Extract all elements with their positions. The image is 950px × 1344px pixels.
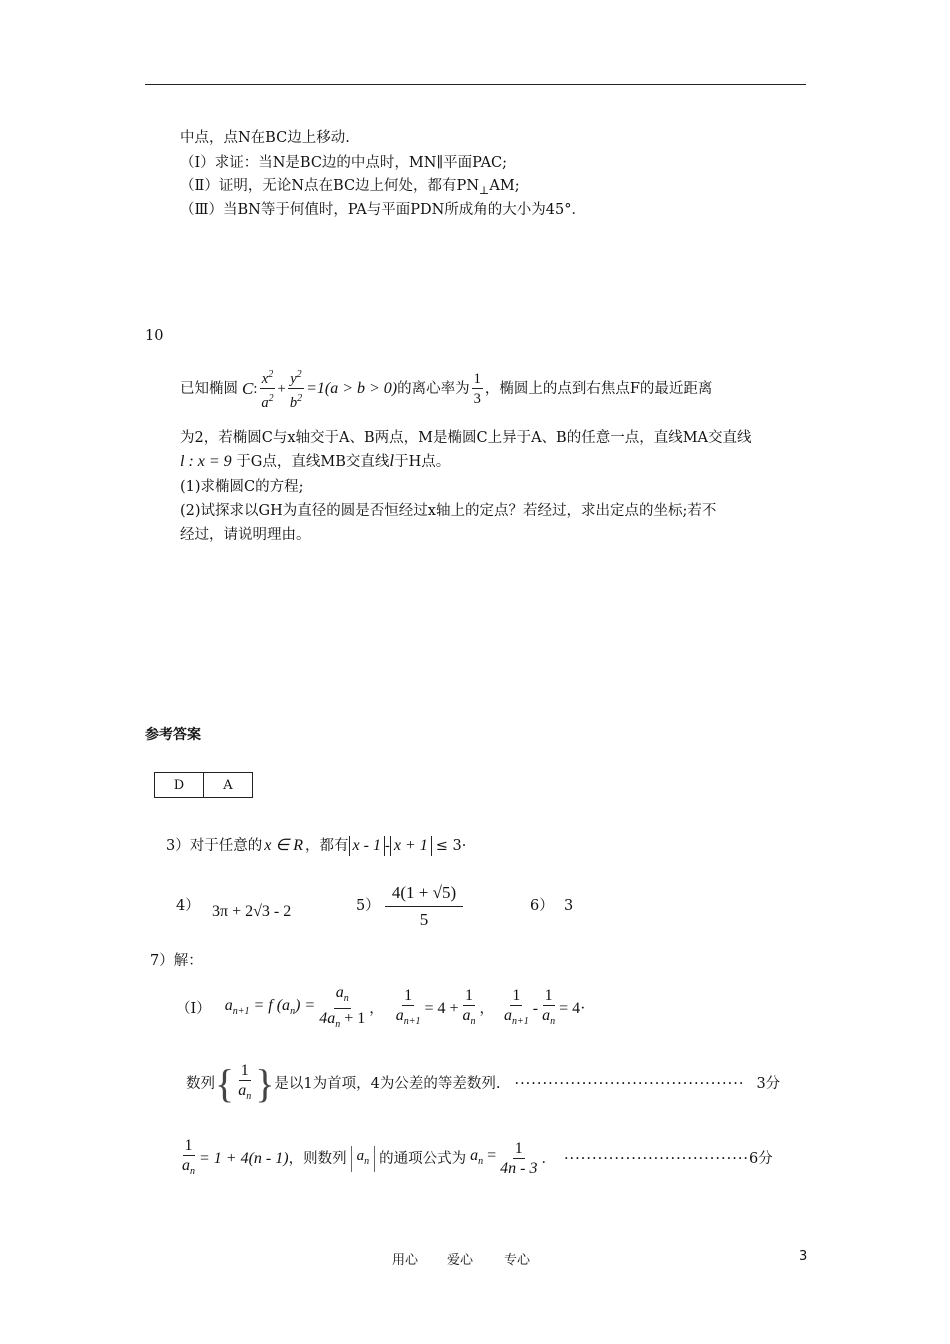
x2-over-a2 — [259, 366, 275, 413]
seq-an — [351, 1146, 376, 1172]
a5-num: 4(1 + √5) — [385, 880, 463, 907]
p9-part2 — [180, 176, 520, 201]
right-brace: } — [255, 1061, 275, 1106]
formula-period: ． — [541, 1151, 556, 1167]
an-a: a — [470, 1147, 479, 1164]
a3-abs1: x - 1 — [349, 836, 385, 856]
recip-an1 — [394, 987, 423, 1032]
frac-sub-n: n — [343, 992, 349, 1004]
comma2: ， — [479, 1001, 495, 1017]
line-l: l — [389, 451, 395, 470]
footer-yongxin: 用心 — [392, 1253, 419, 1268]
an-eq: = — [483, 1147, 497, 1164]
diff1-sub: n+1 — [512, 1015, 529, 1027]
diff1-a: a — [504, 1006, 513, 1024]
ecc-frac — [472, 370, 483, 409]
diff2-a: a — [542, 1006, 551, 1024]
p10-line2: 为2，若椭圆C与x轴交于A、B两点，M是椭圆C上异于A、B的任意一点，直线MA交直线 — [180, 430, 752, 446]
p9-part2-end: AM; — [489, 178, 520, 194]
y-exp: 2 — [296, 368, 302, 380]
recip2-sub: n — [470, 1015, 476, 1027]
p10-mid: 的离心率为 — [397, 381, 470, 397]
final-den: 4n - 3 — [500, 1159, 538, 1177]
p10-line3 — [180, 451, 450, 472]
final-frac — [498, 1140, 539, 1179]
answers-title: 参考答案 — [145, 727, 201, 743]
diff2-sub: n — [550, 1015, 556, 1027]
p9-part2-text: （Ⅱ）证明，无论N点在BC边上何处，都有PN — [180, 178, 480, 194]
b-exp: 2 — [297, 392, 303, 404]
recip-a: a — [395, 1006, 404, 1024]
sub-n1: n+1 — [232, 1006, 250, 1017]
a7-part1-label: （Ⅰ） — [176, 1001, 211, 1017]
seq-label: 数列 — [186, 1076, 215, 1092]
seq-sub: n — [246, 1090, 252, 1102]
plus-sign: + — [277, 381, 286, 397]
score-3: 3分 — [756, 1076, 781, 1092]
a5-frac — [383, 880, 465, 933]
an-lhs — [470, 1146, 496, 1172]
a5-fraction — [385, 880, 463, 933]
answer-cell-2: A — [204, 773, 253, 798]
a3-label: 3）对于任意的 — [166, 838, 263, 854]
seq-text: 是以1为首项，4为公差的等差数列. — [274, 1076, 501, 1092]
formula-sub: n — [190, 1165, 195, 1177]
final-one: 1 — [514, 1139, 523, 1157]
a3-minus: - — [384, 838, 390, 854]
sub-n: n — [290, 1006, 296, 1017]
formula-text: ，则数列 — [288, 1151, 347, 1167]
eq1-close: ) = — [295, 997, 316, 1014]
left-brace: { — [215, 1061, 235, 1106]
frac-4a: 4a — [319, 1009, 336, 1027]
y-var: y — [290, 370, 297, 387]
a4-label: 4） — [176, 898, 200, 914]
diff2-one: 1 — [544, 986, 553, 1004]
frac-a: a — [335, 983, 344, 1001]
y2-over-b2 — [288, 366, 304, 413]
a5-label: 5） — [356, 898, 380, 914]
leader-dots-2: ································· — [563, 1151, 750, 1167]
line-l-eq: l : x = 9 — [180, 453, 232, 470]
diff-minus: - — [532, 1000, 539, 1017]
p10-number: 10 — [145, 328, 164, 344]
score-6: 6分 — [749, 1151, 773, 1167]
p10-intro-line — [180, 364, 712, 414]
f-an: = f (a — [249, 997, 291, 1014]
a4-value: 3π + 2√3 - 2 — [212, 903, 292, 920]
recip-one: 1 — [404, 986, 413, 1004]
a6-value: 3 — [564, 898, 574, 914]
seq-an-a: a — [356, 1148, 365, 1164]
diff1-one: 1 — [512, 986, 521, 1004]
p10-q1: (1)求椭圆C的方程; — [180, 479, 304, 495]
comma1: ， — [369, 1001, 384, 1017]
formula-a: a — [182, 1156, 190, 1174]
seq-a: a — [238, 1081, 247, 1099]
p10-intro: 已知椭圆 — [180, 381, 238, 397]
a3-end: ≤ 3· — [435, 838, 467, 854]
recip-an — [461, 987, 478, 1032]
page-number: 3 — [799, 1249, 808, 1264]
frac-den-sub: n — [335, 1018, 341, 1030]
a7-eq1 — [225, 996, 315, 1022]
leader-dots-1: ········································· — [514, 1076, 745, 1092]
footer-zhuanxin: 专心 — [504, 1253, 531, 1268]
a-exp: 2 — [268, 392, 274, 404]
formula-frac — [180, 1137, 197, 1182]
ellipse-colon: : — [253, 381, 258, 397]
p10-line3-a: 于G点，直线MB交直线 — [236, 454, 390, 470]
frac-plus1: + 1 — [340, 1009, 366, 1027]
seq-an-sub: n — [364, 1156, 370, 1167]
p9-part1: （I）求证：当N是BC边的中点时，MN∥平面PAC; — [180, 155, 508, 171]
seq-one: 1 — [240, 1061, 249, 1079]
a3-abs2: x + 1 — [390, 836, 432, 856]
eq3-end: = 4· — [559, 1000, 586, 1017]
recip2-one: 1 — [465, 986, 474, 1004]
answer-table — [154, 772, 253, 798]
recip2-a: a — [462, 1006, 471, 1024]
recip-sub: n+1 — [403, 1015, 421, 1027]
answer-3 — [166, 833, 466, 859]
x-var: x — [261, 370, 269, 387]
an-fraction — [317, 984, 367, 1035]
p10-q2b: 经过，请说明理由。 — [180, 527, 311, 543]
eq2-mid: = 4 + — [424, 1000, 459, 1017]
perp-symbol: ⊥ — [479, 184, 490, 197]
header-rule — [145, 84, 806, 85]
a7-label: 7）解： — [150, 953, 203, 969]
formula-text2: 的通项公式为 — [379, 1151, 467, 1167]
formula-one: 1 — [184, 1136, 193, 1154]
footer-aixin: 爱心 — [447, 1253, 474, 1268]
a6-label: 6） — [530, 898, 554, 914]
x-exp: 2 — [268, 368, 274, 380]
a3-mid: ，都有 — [305, 838, 349, 854]
ellipse-rhs: =1(a > b > 0) — [306, 380, 398, 397]
diff-frac2 — [540, 987, 557, 1032]
seq-frac — [236, 1062, 253, 1107]
a-var: a — [261, 394, 269, 411]
p9-line1: 中点，点N在BC边上移动. — [180, 130, 350, 146]
b-var: b — [289, 394, 298, 411]
a-n1: a — [224, 997, 233, 1014]
ecc-den: 3 — [473, 390, 481, 407]
an-sub: n — [478, 1156, 484, 1167]
a7-part1 — [176, 985, 585, 1033]
a3-math: x ∈ R — [264, 837, 304, 854]
p10-q2: (2)试探求以GH为直径的圆是否恒经过x轴上的定点？若经过，求出定点的坐标;若不 — [180, 503, 717, 519]
diff-frac1 — [502, 987, 531, 1032]
a7-seq-line — [186, 1056, 780, 1112]
p9-part3: （Ⅲ）当BN等于何值时，PA与平面PDN所成角的大小为45°． — [180, 202, 586, 218]
formula-rhs: = 1 + 4(n - 1) — [199, 1150, 289, 1167]
a7-formula-line — [178, 1134, 773, 1184]
ecc-num: 1 — [473, 370, 481, 387]
p10-line3-b: 于H点。 — [394, 454, 451, 470]
a5-den: 5 — [419, 910, 429, 929]
ellipse-c: C — [242, 379, 254, 398]
p10-tail: ，椭圆上的点到右焦点F的最近距离 — [484, 381, 713, 397]
answer-cell-1: D — [155, 773, 204, 798]
